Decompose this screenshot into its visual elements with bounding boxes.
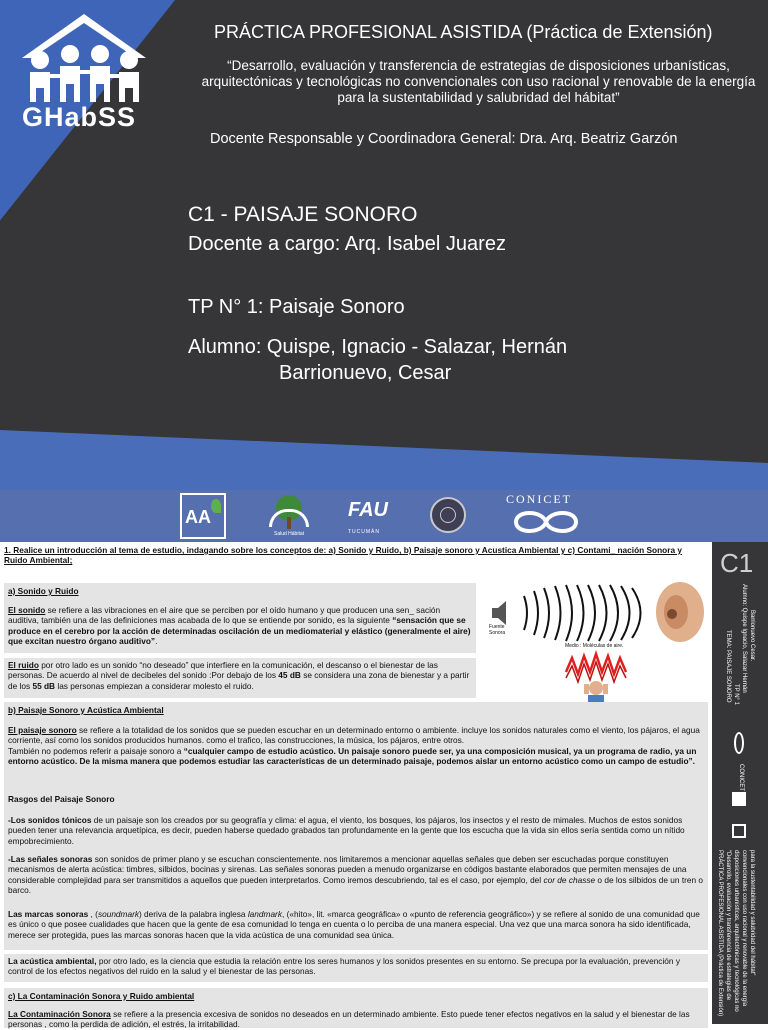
alumno-line-1: Alumno: Quispe, Ignacio - Salazar, Hernán xyxy=(188,336,568,358)
paisaje-sonoro-paragraph: El paisaje sonoro se refiere a la totalidad de los sonidos que se pueden escuchar en un determinado entorno o ambiente. incluye los sonidos naturales como el viento, los pájaros, el agua corriente, así como los sonidos producidos humanos. como el trafico, las construcciones, la música, los pájaros, entre otros. También no podemos referir a paisaje sonoro a “cualquier campo de estudio acústico. Un paisaje sonoro puede ser, ya una composición musical, ya un programa de radio, ya un entorno acústico. De la misma manera que podemos estudiar las características de un determinado paisaje, podemos aislar un entorno acústico como un campo de estudio”. xyxy=(8,725,700,767)
conicet-logo-text: CONICET xyxy=(506,492,572,506)
fau-logo-text: FAU xyxy=(348,499,388,521)
conicet-infinity-icon xyxy=(506,508,586,536)
cover-header xyxy=(0,0,768,490)
fau-logo-icon xyxy=(348,493,390,539)
section-b-heading: b) Paisaje Sonoro y Acústica Ambiental xyxy=(8,705,164,715)
section-c-heading: c) La Contaminación Sonora y Ruido ambiental xyxy=(8,991,195,1001)
salud-habitat-logo-icon xyxy=(266,493,312,539)
sidebar-aa-icon xyxy=(732,824,746,838)
fuente-sonora-label: Fuente Sonora xyxy=(489,624,506,636)
aa-logo-icon xyxy=(180,493,226,539)
conicet-logo-icon xyxy=(500,490,590,542)
content-area xyxy=(0,542,712,1030)
sidebar-c1-label: C1 xyxy=(720,548,754,578)
sidebar-tp: TP N° 1 xyxy=(733,684,739,705)
rasgos-heading: Rasgos del Paisaje Sonoro xyxy=(8,794,115,804)
sidebar-practica: PRÁCTICA PROFESIONAL ASISTIDA (Práctica de Extensión) xyxy=(717,850,723,1017)
sidebar-conicet-icon xyxy=(734,732,744,754)
sidebar-tema: TEMA: PAISAJE SONORO xyxy=(725,630,731,703)
sidebar-quote-3: convencionales con uso racional y renovable de la energía xyxy=(741,850,747,1007)
acustica-ambiental-paragraph: La acústica ambiental, por otro lado, es la ciencia que estudia la relación entre los seres humanos y los sonidos presentes en su entorno. Se precupa por la evaluación, prevención y control de los efectos negativos del ruido en la salud y el bienestar de las personas. xyxy=(8,956,680,977)
noise-person-icon xyxy=(560,652,632,704)
logo-text: GHabSS xyxy=(22,102,137,132)
project-quote: “Desarrollo, evaluación y transferencia de estrategias de disposiciones urbanísticas, arquitectónicas y tecnológicas no convencionales con uso racional y renovable de la energía para la sustentabilidad y salubridad del hábitat” xyxy=(201,58,756,105)
senales-sonoras-paragraph: -Las señales sonoras son sonidos de primer plano y se escuchan conscientemente. nos limitaremos a mencionar aquellas señales que deben ser escuchadas porque constituyen mecanismos de alerta acústica: timbres, silbidos, bocinas y sirenas. Las señales sonoras pueden a menudo organizarse en códigos bastante elaborados que permiten mensajes de una considerable complejidad para ser transmitidos a aquellos que pueden interpretarlos. Como iremos descubriendo, tal es el caso, por ejemplo, del cor de chasse o de los silbidos de un tren o barco. xyxy=(8,854,704,896)
sidebar-fau-icon xyxy=(732,792,746,806)
section-a-heading: a) Sonido y Ruido xyxy=(8,586,79,596)
docente-a-cargo: Docente a cargo: Arq. Isabel Juarez xyxy=(188,233,506,255)
sidebar-conicet: CONICET xyxy=(738,764,744,791)
marcas-sonoras-paragraph: Las marcas sonoras , (soundmark) deriva de la palabra inglesa landmark, («hito», lit. «marca geográfica» o «punto de referencia geográfico») y se refiere al sonido de una comunidad que es único o que posee cualidades que hacen que la gente de esa comunidad lo tenga en cuenta o lo perciba de una manera especial. Una vez que una marca sonora ha sido identificada, merece ser protegida, pues las marcas sonoras hacen que la vida acústica de una comunidad sea única. xyxy=(8,909,700,940)
sidebar-quote-4: para la sustentabilidad y salubridad del hábitat” xyxy=(749,850,755,976)
sidebar-alumno: Alumno: Quispe Ignacio, Salazar Hernán xyxy=(741,584,747,693)
page-title: PRÁCTICA PROFESIONAL ASISTIDA (Práctica de Extensión) xyxy=(214,22,713,42)
salud-habitat-label: Salud Hábitat xyxy=(273,531,305,537)
blue-bottom-band xyxy=(0,430,768,490)
docente-responsable: Docente Responsable y Coordinadora General: Dra. Arq. Beatriz Garzón xyxy=(210,131,678,147)
question-1: 1. Realice un introducción al tema de estudio, indagando sobre los conceptos de: a) Sonido y Ruido, b) Paisaje sonoro y Acustica Ambiental y c) Contami_ nación Sonora y Ruido Ambiental; xyxy=(4,545,683,566)
sonido-paragraph: El sonido se refiere a las vibraciones en el aire que se perciben por el oído humano y que producen una sen_ sación auditiva, también una de las definiciones mas acabada de lo que se entiende por sonido, es la siguiente “sensación que se produce en el cerebro por la acción de determinadas oscilación de un mediomaterial y elástico (generalmente el aire) que excitan nuestro órgano auditivo”. xyxy=(8,605,471,647)
sidebar xyxy=(712,542,768,1024)
institution-logos-strip xyxy=(0,490,768,542)
tp-title: TP N° 1: Paisaje Sonoro xyxy=(188,296,405,318)
sidebar-quote-2: disposiciones urbanísticas, arquitectónicas y tecnológicas no xyxy=(733,850,739,1012)
university-seal-icon xyxy=(428,493,468,539)
ruido-paragraph: El ruido por otro lado es un sonido “no deseado” que interfiere en la comunicación, el descanso o el bienestar de las personas. De acuerdo al nivel de decibeles del sonido :Por debajo de los 45 dB se considera una zona de bienestar y a partir de los 55 dB las personas empiezan a considerar molesto el ruido. xyxy=(8,660,470,691)
fau-logo-sub: TUCUMÁN xyxy=(348,529,380,535)
course-title: C1 - PAISAJE SONORO xyxy=(188,203,418,226)
aa-logo-text: AA xyxy=(185,507,211,527)
contaminacion-paragraph: La Contaminación Sonora se refiere a la presencia excesiva de sonidos no deseados en un determinado ambiente. Esto puede tener efectos negativos en la salud y el bienestar de las personas , como la perdida de adición, el estrés, la irritabilidad. xyxy=(8,1009,690,1030)
alumno-line-2: Barrionuevo, Cesar xyxy=(279,362,452,384)
sidebar-barrionuevo: Barrionuevo Cesar. xyxy=(749,610,755,662)
medio-label: Medio : Moléculas de aire. xyxy=(565,643,624,649)
sidebar-quote-1: “Desarrollo, evaluación y transferencia de estrategias de xyxy=(725,850,731,1001)
sonidos-tonicos-paragraph: -Los sonidos tónicos de un paisaje son los creados por su geografía y clima: el agua, el viento, los bosques, los pájaros, los insectos y el resto de mimales. Muchos de estos sonidos pueden tener una relevancia arquetípica, es decir, pueden haberse quedado grabados tan profundamente en la gente que los escucha que la vida sin ellos sería sentida como un nítido empobrecimiento. xyxy=(8,815,685,846)
